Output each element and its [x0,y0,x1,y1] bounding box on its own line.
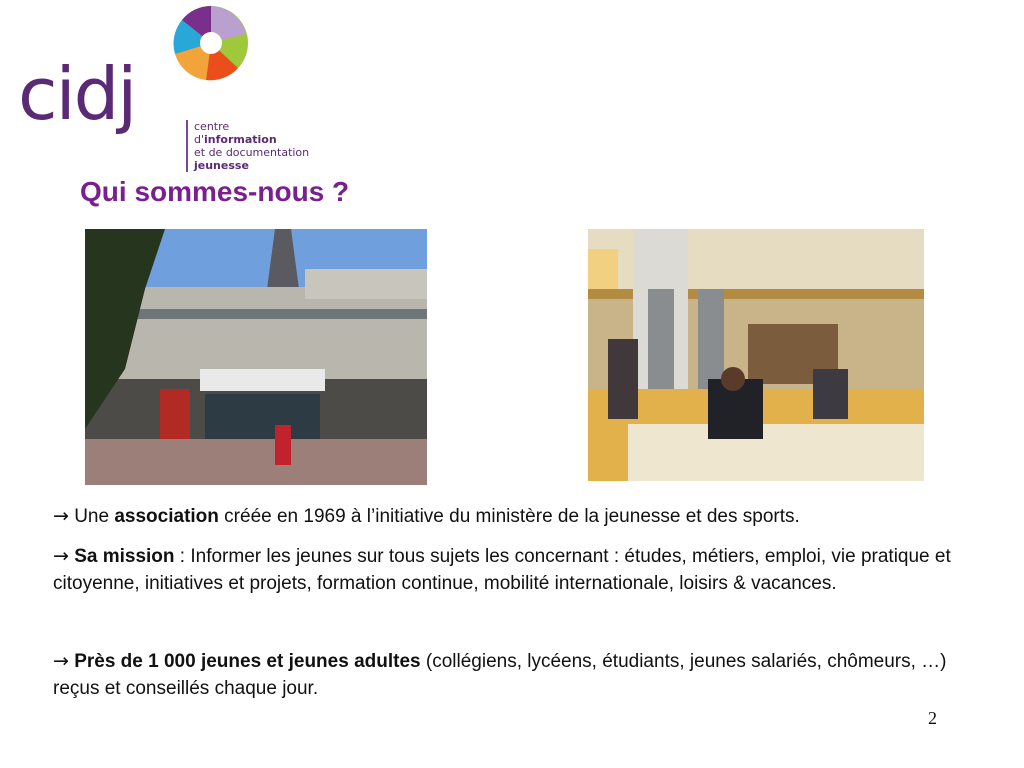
logo-sub-line3: jeunesse [194,159,249,172]
logo-subtitle [186,120,314,172]
bullet1-post: créée en 1969 à l’initiative du ministère de la jeunesse et des sports. [218,506,800,527]
logo-color-wheel-icon [172,4,250,82]
cidj-logo [14,4,314,172]
library-photo [588,229,924,481]
bullet3-bold: Près de 1 000 jeunes et jeunes adultes [74,651,421,672]
bullet2-post: : Informer les jeunes sur tous sujets les concernant : études, métiers, emploi, vie pratique et citoyenne, initiatives et projets, formation continue, mobilité internationale, loisirs & vacances. [53,546,951,594]
logo-sub-b: information [204,133,277,146]
bullet-association [53,503,993,530]
building-photo [85,229,427,485]
arrow-right-icon: → [53,650,69,672]
arrow-right-icon: → [53,505,69,527]
page-number: 2 [928,708,937,728]
bullet3-post: (collégiens, lycéens, étudiants, jeunes salariés, chômeurs, …) reçus et conseillés chaque jour. [53,651,947,699]
bullet2-bold: Sa mission [74,546,175,567]
bullet-audience [53,648,993,702]
bullet1-bold: association [114,506,219,527]
logo-sub-a: centre d' [194,120,230,146]
bullet1-pre: Une [74,506,115,527]
slide-title: Qui sommes-nous ? [80,176,350,207]
logo-wordmark: cidj [18,52,136,136]
arrow-right-icon: → [53,545,69,567]
logo-sub-line2: et de documentation [194,146,310,159]
bullet-mission [53,543,993,597]
